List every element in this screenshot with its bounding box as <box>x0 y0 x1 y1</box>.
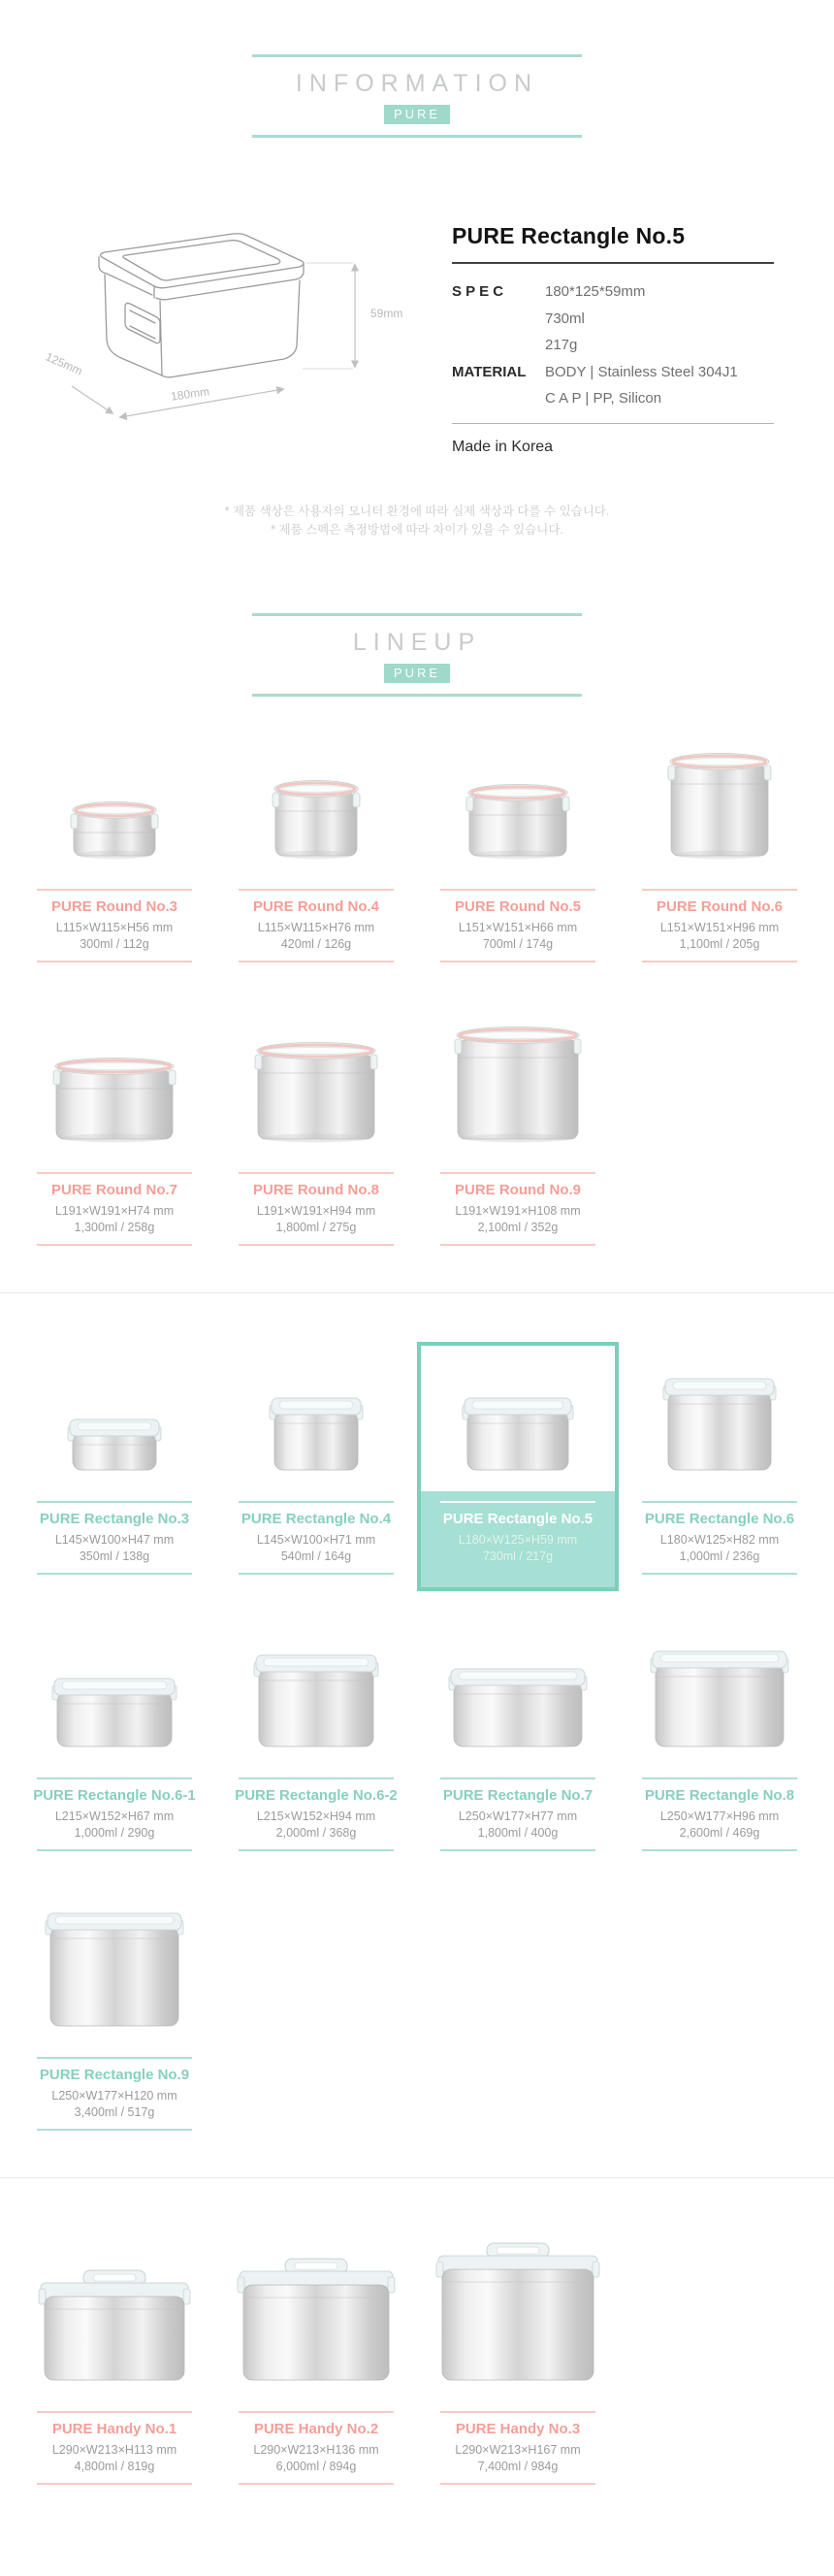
information-pure-badge: PURE <box>384 105 450 124</box>
product-card[interactable] <box>14 2227 215 2489</box>
rectangle-container-image <box>649 1649 790 1750</box>
product-card-capacity: 730ml / 217g <box>482 1549 554 1563</box>
card-rule-top <box>642 1501 797 1503</box>
card-rule-top <box>440 1777 595 1779</box>
product-image <box>421 1638 615 1750</box>
card-rule-bottom <box>440 1573 595 1575</box>
lineup-pure-badge: PURE <box>384 664 450 683</box>
card-rule-bottom <box>37 1244 192 1246</box>
product-card-capacity: 1,000ml / 290g <box>74 1825 155 1840</box>
card-rule-bottom <box>440 961 595 962</box>
product-card-name: PURE Rectangle No.6 <box>644 1510 795 1527</box>
card-rule-bottom <box>37 2483 192 2485</box>
dim-height-label: 59mm <box>370 307 403 320</box>
rectangle-container-image <box>252 1653 380 1750</box>
product-card-name: PURE Round No.9 <box>455 1181 581 1198</box>
handy-container-image <box>236 2258 397 2384</box>
product-image <box>17 2231 211 2384</box>
card-rule-top <box>37 1172 192 1174</box>
card-rule-top <box>440 889 595 891</box>
lineup-row <box>14 1342 820 1591</box>
product-card[interactable] <box>417 1009 619 1250</box>
card-rule-top <box>37 1777 192 1779</box>
product-image <box>219 1638 413 1750</box>
dim-length-label: 180mm <box>170 384 210 404</box>
card-rule-bottom <box>239 2483 394 2485</box>
product-card-text <box>623 1491 817 1575</box>
round-container-image <box>454 1025 582 1145</box>
product-card-capacity: 6,000ml / 894g <box>275 2459 357 2473</box>
material-body: BODY | Stainless Steel 304J1 <box>545 363 738 380</box>
product-card-capacity: 2,000ml / 368g <box>275 1825 357 1840</box>
handy-container-image <box>37 2269 192 2384</box>
card-rule-bottom <box>37 961 192 962</box>
product-diagram <box>27 163 452 454</box>
product-card-name: PURE Rectangle No.3 <box>39 1510 190 1527</box>
product-card-name: PURE Handy No.2 <box>253 2420 379 2437</box>
product-card-name: PURE Handy No.3 <box>455 2420 581 2437</box>
material-cap: C A P | PP, Silicon <box>545 390 662 407</box>
card-rule-top <box>37 2057 192 2059</box>
title-rule <box>452 262 774 264</box>
product-card-size: L180×W125×H59 mm <box>458 1532 578 1547</box>
product-card-text <box>421 879 615 962</box>
lineup-header <box>252 613 582 697</box>
card-rule-top <box>642 1777 797 1779</box>
spec-volume: 730ml <box>545 310 585 327</box>
product-image <box>219 2231 413 2384</box>
product-card-capacity: 4,800ml / 819g <box>74 2459 155 2473</box>
product-card-size: L191×W191×H108 mm <box>455 1203 581 1218</box>
product-image <box>421 734 615 862</box>
product-card-text <box>17 2401 211 2485</box>
product-card[interactable] <box>215 1342 417 1591</box>
card-rule-top <box>37 889 192 891</box>
product-image <box>623 1346 817 1474</box>
information-title: INFORMATION <box>295 70 539 97</box>
lineup-row <box>14 2227 820 2489</box>
product-image <box>623 734 817 862</box>
card-rule-bottom <box>239 961 394 962</box>
product-image <box>17 1638 211 1750</box>
section-rule <box>252 54 582 57</box>
product-card-name: PURE Round No.8 <box>253 1181 379 1198</box>
disclaimer-line: * 제품 색상은 사용자의 모니터 환경에 따라 실제 색상과 다를 수 있습니다. <box>224 504 610 518</box>
product-info-section <box>0 138 834 456</box>
product-card-name: PURE Round No.6 <box>657 897 783 915</box>
product-image <box>219 1346 413 1474</box>
product-card-text <box>623 879 817 962</box>
product-card-capacity: 1,100ml / 205g <box>679 936 760 951</box>
spec-label: S P E C <box>452 283 504 300</box>
card-rule-bottom <box>37 2129 192 2131</box>
product-card-size: L115×W115×H76 mm <box>257 920 375 934</box>
origin-label: Made in Korea <box>452 438 554 455</box>
product-card[interactable] <box>215 1634 417 1855</box>
product-image <box>219 734 413 862</box>
product-card-size: L250×W177×H77 mm <box>458 1809 578 1823</box>
card-rule-bottom <box>239 1244 394 1246</box>
product-card-capacity: 700ml / 174g <box>482 936 554 951</box>
lineup-row <box>14 1009 820 1250</box>
product-image <box>219 1013 413 1145</box>
product-card-name: PURE Rectangle No.8 <box>644 1786 795 1804</box>
product-card[interactable] <box>215 1009 417 1250</box>
handy-container-image <box>434 2242 601 2384</box>
product-card-text <box>421 1162 615 1246</box>
product-card-name: PURE Rectangle No.7 <box>442 1786 593 1804</box>
product-card-text <box>17 1162 211 1246</box>
spec-bottom-rule <box>452 423 774 424</box>
product-image <box>17 1346 211 1474</box>
rectangle-container-image <box>50 1677 178 1750</box>
section-rule <box>252 613 582 616</box>
dim-depth-label: 125mm <box>43 349 85 378</box>
card-rule-bottom <box>239 1573 394 1575</box>
product-card-name: PURE Handy No.1 <box>51 2420 177 2437</box>
product-card-size: L215×W152×H67 mm <box>54 1809 175 1823</box>
product-card-name: PURE Rectangle No.4 <box>241 1510 392 1527</box>
product-card-text <box>17 879 211 962</box>
lineup-row <box>14 730 820 966</box>
product-card[interactable] <box>417 1634 619 1855</box>
product-card-name: PURE Rectangle No.6-1 <box>33 1786 196 1804</box>
product-card-capacity: 300ml / 112g <box>80 936 149 951</box>
card-rule-top <box>440 2411 595 2413</box>
round-container-image <box>70 799 159 862</box>
card-rule-top <box>239 2411 394 2413</box>
disclaimer <box>0 503 834 539</box>
product-card-size: L145×W100×H71 mm <box>256 1532 376 1547</box>
rectangle-container-image <box>66 1418 163 1474</box>
product-card-name: PURE Round No.3 <box>51 897 177 915</box>
product-card[interactable] <box>619 1634 820 1855</box>
product-card[interactable] <box>14 1342 215 1591</box>
product-card[interactable] <box>14 730 215 966</box>
product-card-capacity: 540ml / 164g <box>280 1549 352 1563</box>
product-card-capacity: 1,300ml / 258g <box>74 1220 155 1234</box>
product-card[interactable] <box>417 730 619 966</box>
spec-size: 180*125*59mm <box>545 283 646 300</box>
product-card-text <box>421 1768 615 1851</box>
product-card-name: PURE Rectangle No.5 <box>442 1510 593 1527</box>
card-rule-top <box>239 889 394 891</box>
product-card-size: L191×W191×H94 mm <box>256 1203 376 1218</box>
round-container-image <box>667 751 772 862</box>
card-rule-top <box>642 889 797 891</box>
product-title: PURE Rectangle No.5 <box>452 223 686 248</box>
product-card-size: L191×W191×H74 mm <box>54 1203 175 1218</box>
rectangle-container-image <box>268 1396 365 1474</box>
product-card-size: L145×W100×H47 mm <box>54 1532 175 1547</box>
product-card[interactable] <box>14 1634 215 1855</box>
card-rule-bottom <box>440 1849 595 1851</box>
rectangle-container-image <box>461 1396 575 1474</box>
lineup-title: LINEUP <box>352 628 482 656</box>
material-label: MATERIAL <box>452 363 527 380</box>
card-rule-bottom <box>642 961 797 962</box>
product-image <box>421 1346 615 1474</box>
card-rule-bottom <box>642 1573 797 1575</box>
rectangle-container-image <box>447 1667 589 1750</box>
product-card[interactable] <box>417 2227 619 2489</box>
product-card-text <box>421 1491 615 1587</box>
product-card-size: L250×W177×H96 mm <box>659 1809 780 1823</box>
product-image <box>623 1638 817 1750</box>
product-card-text <box>219 2401 413 2485</box>
product-card-text <box>219 1491 413 1575</box>
product-card[interactable] <box>215 2227 417 2489</box>
product-card-name: PURE Rectangle No.6-2 <box>235 1786 398 1804</box>
product-card-text <box>17 1768 211 1851</box>
card-rule-bottom <box>37 1849 192 1851</box>
section-separator <box>0 1292 834 1293</box>
product-card-size: L250×W177×H120 mm <box>51 2088 177 2103</box>
card-rule-top <box>239 1172 394 1174</box>
product-spec <box>452 223 774 456</box>
product-card[interactable] <box>619 730 820 966</box>
product-card-capacity: 420ml / 126g <box>280 936 352 951</box>
lineup-row <box>14 1898 820 2135</box>
card-rule-bottom <box>642 1849 797 1851</box>
product-image <box>17 1013 211 1145</box>
card-rule-top <box>440 1172 595 1174</box>
disclaimer-line: * 제품 스펙은 측정방법에 따라 차이가 있을 수 있습니다. <box>271 522 563 537</box>
round-container-image <box>52 1056 176 1145</box>
product-card-capacity: 1,800ml / 275g <box>275 1220 357 1234</box>
product-card[interactable] <box>14 1898 215 2135</box>
product-card-capacity: 1,000ml / 236g <box>679 1549 760 1563</box>
card-rule-bottom <box>440 2483 595 2485</box>
product-card-text <box>219 1162 413 1246</box>
product-card-capacity: 7,400ml / 984g <box>477 2459 559 2473</box>
product-card-text <box>219 879 413 962</box>
product-card-size: L290×W213×H113 mm <box>51 2442 177 2457</box>
card-rule-bottom <box>440 1244 595 1246</box>
product-card-capacity: 1,800ml / 400g <box>477 1825 559 1840</box>
card-rule-bottom <box>37 1573 192 1575</box>
product-card-size: L180×W125×H82 mm <box>659 1532 780 1547</box>
round-container-image <box>272 778 361 862</box>
product-card-text <box>17 1491 211 1575</box>
product-card-size: L151×W151×H96 mm <box>659 920 780 934</box>
round-container-image <box>254 1040 378 1145</box>
product-card-capacity: 2,600ml / 469g <box>679 1825 760 1840</box>
product-card[interactable] <box>619 1342 820 1591</box>
product-card-name: PURE Round No.4 <box>253 897 379 915</box>
product-card-size: L290×W213×H167 mm <box>455 2442 581 2457</box>
spec-weight: 217g <box>545 337 578 353</box>
card-rule-top <box>37 2411 192 2413</box>
card-rule-bottom <box>239 1849 394 1851</box>
product-card-text <box>17 2047 211 2131</box>
product-image <box>17 734 211 862</box>
product-card-text <box>421 2401 615 2485</box>
round-container-image <box>465 782 570 862</box>
product-card[interactable] <box>14 1009 215 1250</box>
product-image <box>421 2231 615 2384</box>
product-card-size: L215×W152×H94 mm <box>256 1809 376 1823</box>
product-card-text <box>219 1768 413 1851</box>
product-card-capacity: 3,400ml / 517g <box>74 2104 155 2119</box>
product-image <box>421 1013 615 1145</box>
product-card-text <box>623 1768 817 1851</box>
lineup-row <box>14 1634 820 1855</box>
product-card-capacity: 2,100ml / 352g <box>477 1220 559 1234</box>
card-rule-top <box>239 1501 394 1503</box>
product-card-size: L115×W115×H56 mm <box>55 920 174 934</box>
product-card-capacity: 350ml / 138g <box>79 1549 150 1563</box>
product-card-size: L290×W213×H136 mm <box>253 2442 379 2457</box>
product-card[interactable] <box>215 730 417 966</box>
rectangle-container-image <box>661 1377 778 1474</box>
product-image <box>17 1902 211 2030</box>
product-card[interactable] <box>417 1342 619 1591</box>
card-rule-top <box>239 1777 394 1779</box>
card-rule-top <box>440 1501 595 1503</box>
product-card-name: PURE Round No.5 <box>455 897 581 915</box>
card-rule-top <box>37 1501 192 1503</box>
product-card-name: PURE Round No.7 <box>51 1181 177 1198</box>
product-card-name: PURE Rectangle No.9 <box>39 2066 190 2083</box>
lineup-grid <box>0 697 834 2551</box>
information-header <box>252 54 582 138</box>
product-card-size: L151×W151×H66 mm <box>458 920 578 934</box>
section-separator <box>0 2177 834 2178</box>
rectangle-container-image <box>44 1911 185 2030</box>
